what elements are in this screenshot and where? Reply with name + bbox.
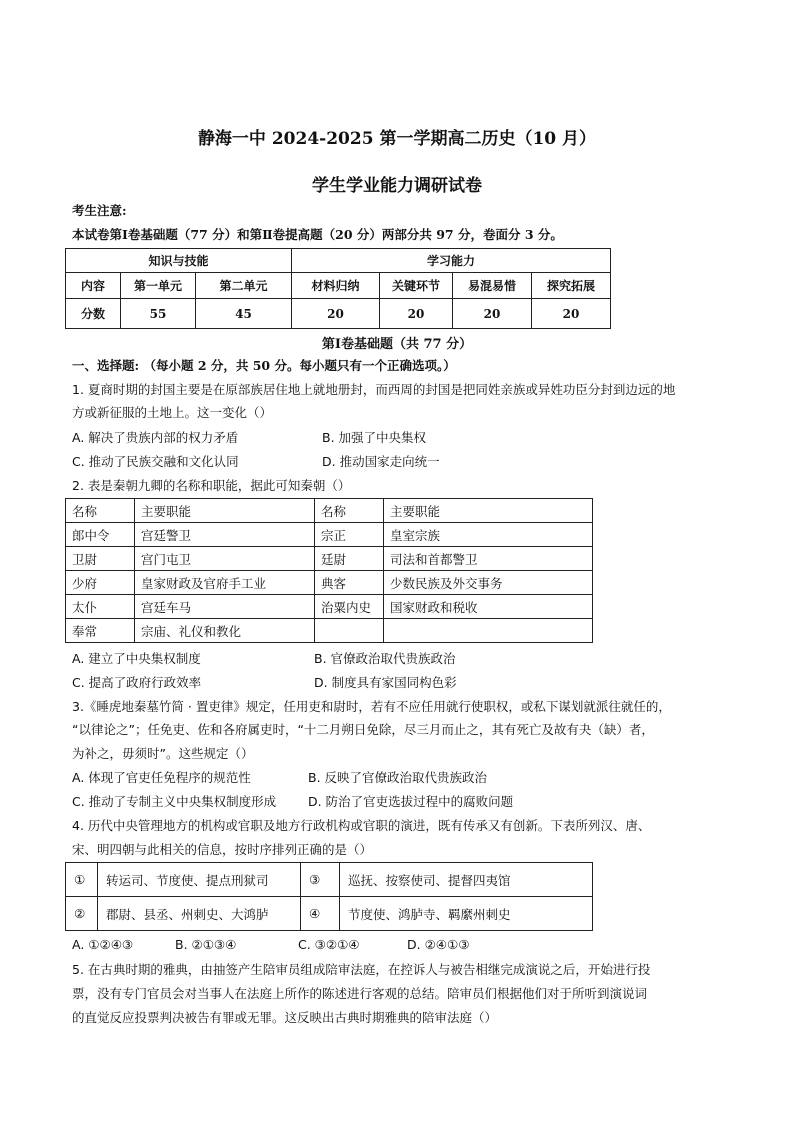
question-2-option-b[interactable]: B. 官僚政治取代贵族政治 [314,651,456,666]
question-2-option-a[interactable]: A. 建立了中央集权制度 [72,651,201,666]
question-3-text: “以律论之”；任免吏、佐和各府属吏时，“十二月朔日免除，尽三月而止之，其有死亡及故有夬（缺）者， [72,722,654,737]
table-cell: 郡尉、县丞、州刺史、大鸿胪 [98,897,301,931]
score-table-value: 20 [532,299,611,329]
score-table-value: 45 [196,299,292,329]
question-1-text: 1. 夏商时期的封国主要是在原部族居住地上就地册封，而西周的封国是把同姓亲族或异姓功臣分封到边远的地 [72,382,676,397]
table-cell: 宗正 [315,523,384,547]
table-cell: ② [66,897,98,931]
table-cell: 奉常 [66,619,135,643]
table-cell [315,619,384,643]
table-cell: ④ [301,897,340,931]
table-cell: 少数民族及外交事务 [384,571,593,595]
table-cell: 少府 [66,571,135,595]
score-table-header: 关键环节 [380,273,453,299]
score-table-header: 探究拓展 [532,273,611,299]
question-5-text: 5. 在古典时期的雅典，由抽签产生陪审员组成陪审法庭，在控诉人与被告相继完成演说之后，开始进行投 [72,962,651,977]
score-table [65,248,611,329]
notice-text: 本试卷第Ⅰ卷基础题（77 分）和第Ⅱ卷提高题（20 分）两部分共 97 分，卷面分 3 分。 [72,227,563,242]
question-4-table [65,862,593,931]
score-table-group-ability: 学习能力 [292,249,611,273]
question-4-option-a[interactable]: A. ①②④③ [72,937,134,952]
question-2-option-d[interactable]: D. 制度具有家国同构色彩 [314,675,457,690]
table-cell: 宗庙、礼仪和教化 [135,619,315,643]
table-cell: 国家财政和税收 [384,595,593,619]
question-3-option-a[interactable]: A. 体现了官吏任免程序的规范性 [72,770,251,785]
table-cell: ③ [301,863,340,897]
question-4-text: 4. 历代中央管理地方的机构或官职及地方行政机构或官职的演进，既有传承又有创新。下表所列汉、唐、 [72,818,651,833]
score-table-value: 20 [292,299,380,329]
table-cell: 主要职能 [384,499,593,523]
score-table-header: 易混易惜 [453,273,532,299]
notice-label: 考生注意: [72,203,127,218]
question-4-option-c[interactable]: C. ③②①④ [298,937,360,952]
table-cell: 司法和首都警卫 [384,547,593,571]
question-4-option-d[interactable]: D. ②④①③ [407,937,470,952]
part1-title: 第Ⅰ卷基础题（共 77 分） [321,337,473,352]
question-1-option-d[interactable]: D. 推动国家走向统一 [322,454,440,469]
score-table-value: 20 [453,299,532,329]
table-cell: 典客 [315,571,384,595]
question-1-option-c[interactable]: C. 推动了民族交融和文化认同 [72,454,239,469]
question-3-option-d[interactable]: D. 防治了官吏选拔过程中的腐败问题 [308,794,514,809]
table-cell: 太仆 [66,595,135,619]
score-table-header: 材料归纳 [292,273,380,299]
question-5-text: 票，没有专门官员会对当事人在法庭上所作的陈述进行客观的总结。陪审员们根据他们对于所听到演说词 [72,986,648,1001]
table-cell: 名称 [66,499,135,523]
question-3-text: 3.《睡虎地秦墓竹简 · 置吏律》规定，任用吏和尉时，若有不应任用就行使职权，或私下谋划就派往就任的， [72,699,671,714]
score-table-group-knowledge: 知识与技能 [66,249,292,273]
table-cell: 转运司、节度使、提点刑狱司 [98,863,301,897]
table-cell: 宫门屯卫 [135,547,315,571]
question-3-text: 为补之，毋须时”。这些规定（） [72,746,254,761]
score-table-header: 内容 [66,273,121,299]
table-cell: ① [66,863,98,897]
table-cell [384,619,593,643]
score-table-header: 第二单元 [196,273,292,299]
table-cell: 廷尉 [315,547,384,571]
table-cell: 皇室宗族 [384,523,593,547]
question-2-option-c[interactable]: C. 提高了政府行政效率 [72,675,202,690]
score-table-value: 55 [121,299,196,329]
table-cell: 卫尉 [66,547,135,571]
score-table-value: 20 [380,299,453,329]
table-cell: 皇家财政及官府手工业 [135,571,315,595]
question-2-text: 2. 表是秦朝九卿的名称和职能，据此可知秦朝（） [72,478,351,493]
table-cell: 巡抚、按察使司、提督四夷馆 [340,863,593,897]
question-1-option-b[interactable]: B. 加强了中央集权 [322,430,427,445]
question-4-option-b[interactable]: B. ②①③④ [175,937,237,952]
question-4-text: 宋、明四朝与此相关的信息，按时序排列正确的是（） [72,842,373,857]
table-cell: 治粟内史 [315,595,384,619]
table-cell: 主要职能 [135,499,315,523]
question-1-text: 方或新征服的土地上。这一变化（） [72,405,273,420]
table-cell: 宫廷车马 [135,595,315,619]
table-cell: 名称 [315,499,384,523]
exam-title: 静海一中 2024-2025 第一学期高二历史（10 月） [197,129,597,149]
question-3-option-b[interactable]: B. 反映了官僚政治取代贵族政治 [308,770,488,785]
exam-subtitle: 学生学业能力调研试卷 [312,176,482,196]
score-table-row-label: 分数 [66,299,121,329]
question-5-text: 的直觉反应投票判决被告有罪或无罪。这反映出古典时期雅典的陪审法庭（） [72,1010,498,1025]
question-3-option-c[interactable]: C. 推动了专制主义中央集权制度形成 [72,794,277,809]
table-cell: 宫廷警卫 [135,523,315,547]
table-cell: 郎中令 [66,523,135,547]
table-cell: 节度使、鸿胪寺、羁縻州刺史 [340,897,593,931]
section-heading: 一、选择题: （每小题 2 分，共 50 分。每小题只有一个正确选项。） [72,358,456,373]
question-1-option-a[interactable]: A. 解决了贵族内部的权力矛盾 [72,430,239,445]
score-table-header: 第一单元 [121,273,196,299]
question-2-table [65,498,593,643]
